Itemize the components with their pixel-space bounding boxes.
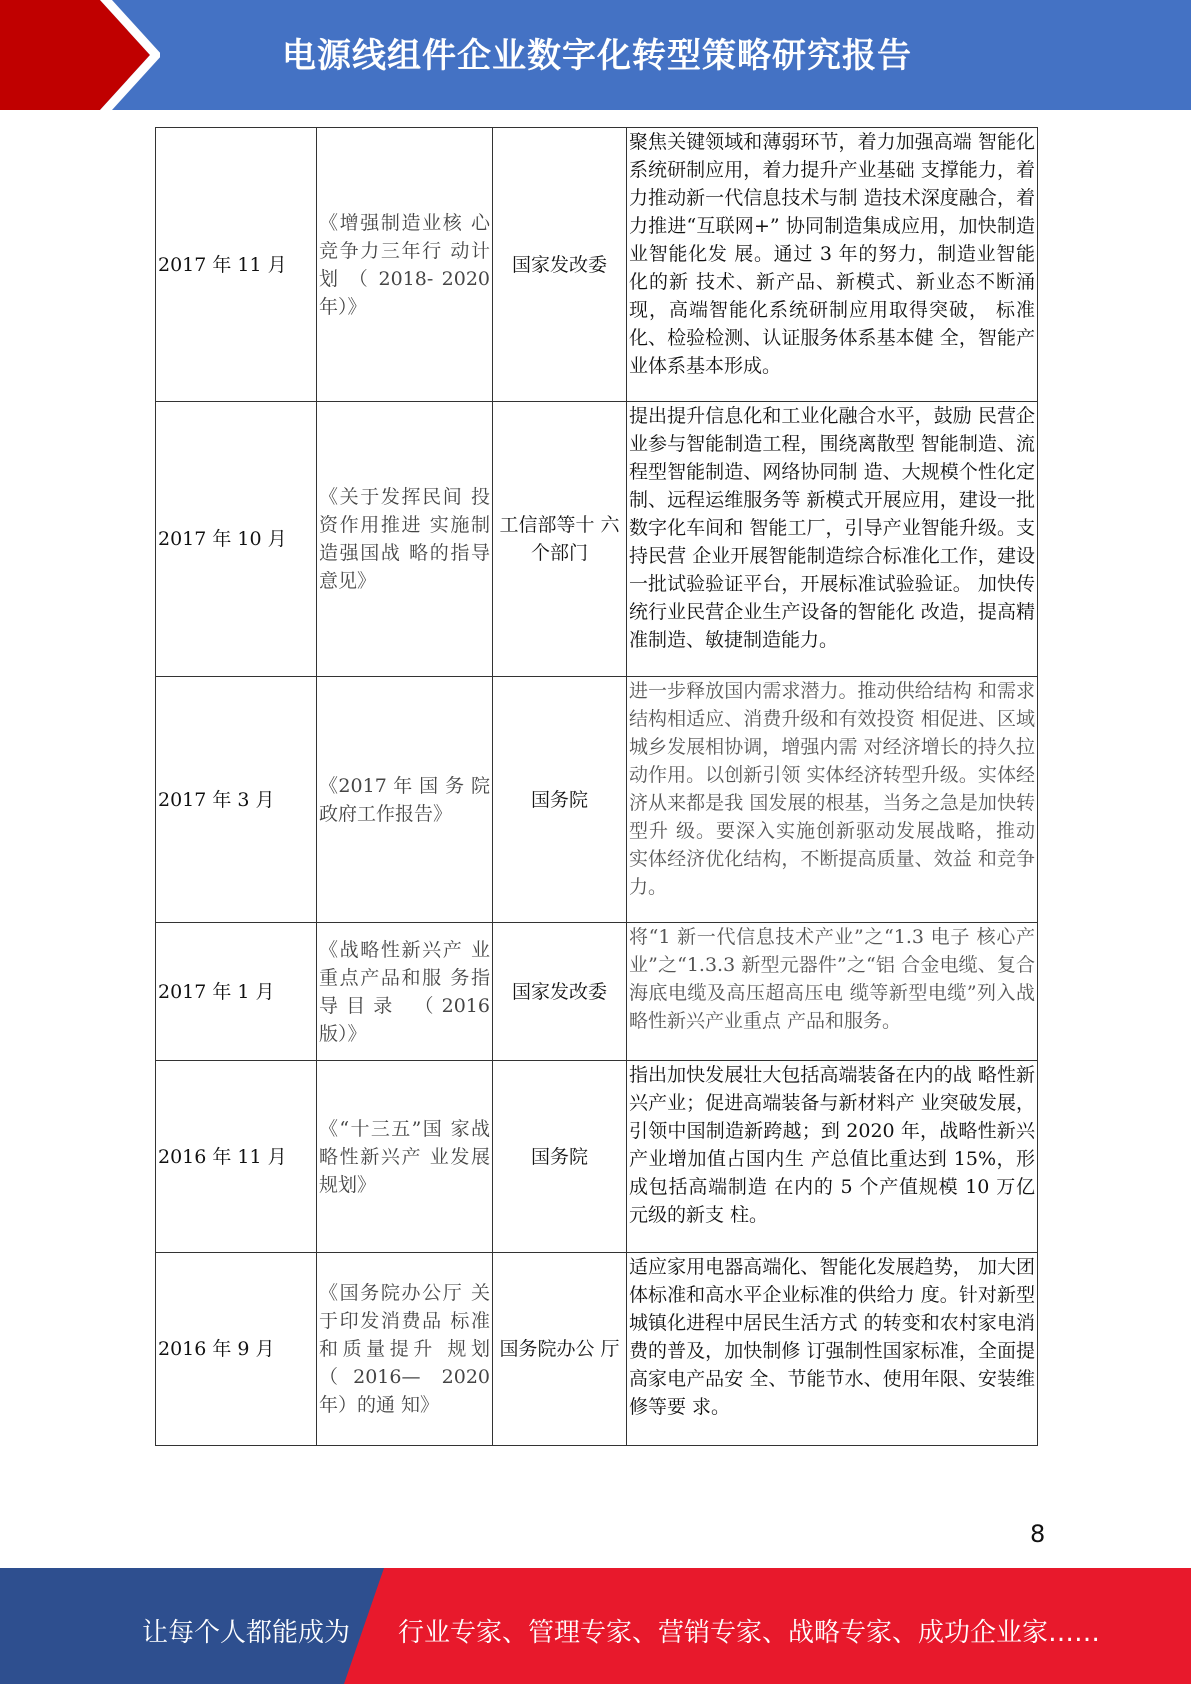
- table-row: [156, 1061, 1038, 1253]
- description-cell: 提出提升信息化和工业化融合水平，鼓励 民营企业参与智能制造工程，围绕离散型 智能制造、流程型智能制造、网络协同制 造、大规模个性化定制、远程运维服务等 新模式开展应用，建设一批数字化车间和 智能工厂，引导产业智能升级。支持民营 企业开展智能制造综合标准化工作，建设 一批试验验证平台，开展标准试验验证。 加快传统行业民营企业生产设备的智能化 改造，提高精准制造、敏捷制造能力。: [627, 402, 1038, 677]
- policy-name-cell: 《2017 年 国 务 院政府工作报告》: [317, 677, 493, 923]
- description-cell: 指出加快发展壮大包括高端装备在内的战 略性新兴产业；促进高端装备与新材料产 业突破发展，引领中国制造新跨越；到 2020 年，战略性新兴产业增加值占国内生 产总值比重达到 15%，形成包括高端制造 在内的 5 个产值规模 10 万亿元级的新支 柱。: [627, 1061, 1038, 1253]
- issuer-cell: 国务院: [493, 677, 627, 923]
- table-row: [156, 402, 1038, 677]
- policy-name-cell: 《战略性新兴产 业重点产品和服 务指导目录 （2016 版）》: [317, 923, 493, 1061]
- issuer-cell: 国家发改委: [493, 923, 627, 1061]
- issuer-cell: 国务院: [493, 1061, 627, 1253]
- issuer-cell: 工信部等十 六个部门: [493, 402, 627, 677]
- policy-name-cell: 《增强制造业核 心竞争力三年行 动计划 （ 2018- 2020 年）》: [317, 128, 493, 402]
- footer-slogan-right: 行业专家、管理专家、营销专家、战略专家、成功企业家……: [398, 1618, 1101, 1648]
- policy-name-cell: 《关于发挥民间 投资作用推进 实施制造强国战 略的指导意见》: [317, 402, 493, 677]
- table-row: [156, 1253, 1038, 1446]
- policy-name-cell: 《“十三五”国 家战略性新兴产 业发展规划》: [317, 1061, 493, 1253]
- date-cell: 2017 年 10 月: [156, 402, 317, 677]
- date-cell: 2017 年 3 月: [156, 677, 317, 923]
- page-number: 8: [1030, 1520, 1046, 1548]
- date-cell: 2017 年 11 月: [156, 128, 317, 402]
- description-cell: 进一步释放国内需求潜力。推动供给结构 和需求结构相适应、消费升级和有效投资 相促进、区域城乡发展相协调，增强内需 对经济增长的持久拉动作用。以创新引领 实体经济转型升级。实体经济从来都是我 国发展的根基，当务之急是加快转型升 级。要深入实施创新驱动发展战略，推动 实体经济优化结构，不断提高质量、效益 和竞争力。: [627, 677, 1038, 923]
- description-cell: 适应家用电器高端化、智能化发展趋势， 加大团体标准和高水平企业标准的供给力 度。针对新型城镇化进程中居民生活方式 的转变和农村家电消费的普及，加快制修 订强制性国家标准，全面提高家电产品安 全、节能节水、使用年限、安装维修等要 求。: [627, 1253, 1038, 1446]
- description-cell: 聚焦关键领域和薄弱环节，着力加强高端 智能化系统研制应用，着力提升产业基础 支撑能力，着力推动新一代信息技术与制 造技术深度融合，着力推进“互联网+” 协同制造集成应用，加快制造业智能化发 展。通过 3 年的努力，制造业智能化的新 技术、新产品、新模式、新业态不断涌 现，高端智能化系统研制应用取得突破， 标准化、检验检测、认证服务体系基本健 全，智能产业体系基本形成。: [627, 128, 1038, 402]
- footer-slogan-left: 让每个人都能成为: [142, 1618, 351, 1648]
- table-row: [156, 128, 1038, 402]
- policy-name-cell: 《国务院办公厅 关于印发消费品 标准和质量提升 规划（2016— 2020 年）的通 知》: [317, 1253, 493, 1446]
- issuer-cell: 国家发改委: [493, 128, 627, 402]
- table-row: [156, 923, 1038, 1061]
- header-arrow-decoration: [0, 0, 160, 110]
- issuer-cell: 国务院办公 厅: [493, 1253, 627, 1446]
- date-cell: 2016 年 9 月: [156, 1253, 317, 1446]
- date-cell: 2016 年 11 月: [156, 1061, 317, 1253]
- report-title: 电源线组件企业数字化转型策略研究报告: [282, 36, 912, 76]
- description-cell: 将“1 新一代信息技术产业”之“1.3 电子 核心产业”之“1.3.3 新型元器件”之“铝 合金电缆、复合海底电缆及高压超高压电 缆等新型电缆”列入战略性新兴产业重点 产品和服务。: [627, 923, 1038, 1061]
- date-cell: 2017 年 1 月: [156, 923, 317, 1061]
- table-row: [156, 677, 1038, 923]
- policy-table: [155, 127, 1038, 1446]
